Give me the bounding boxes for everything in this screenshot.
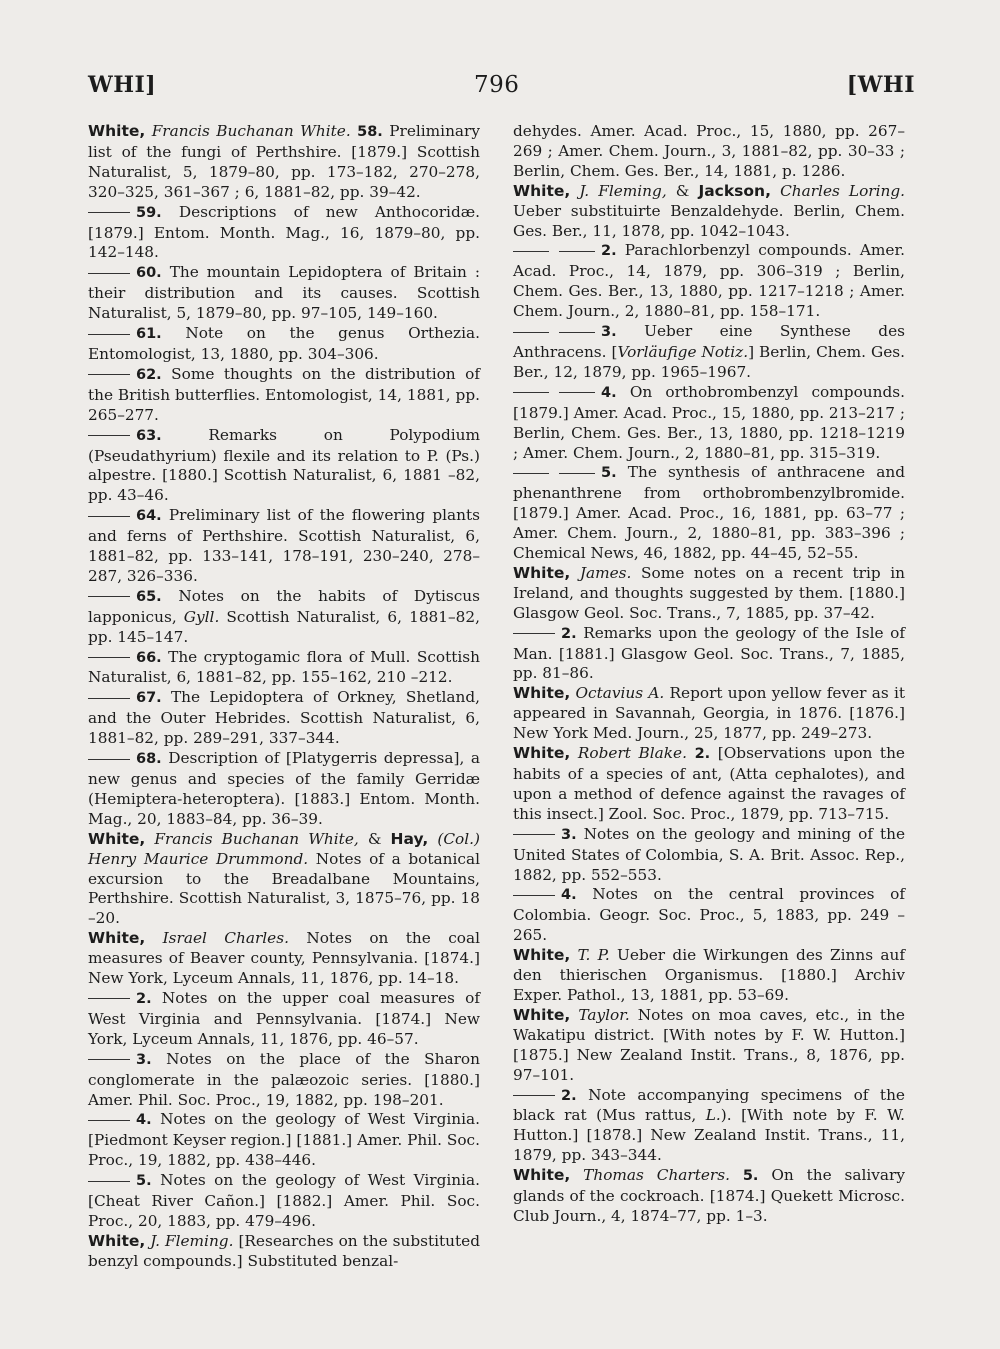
entry-number: 60. [136, 265, 162, 282]
ditto-dash [88, 435, 130, 436]
bibliography-entry [88, 688, 480, 749]
entry-number: 68. [136, 751, 162, 768]
coauthor-name: Hay, [390, 829, 429, 848]
ditto-dash [88, 596, 130, 597]
ditto-dash [88, 212, 130, 213]
ditto-dash [88, 1120, 130, 1121]
header-left: WHI] [88, 72, 157, 98]
entry-text: Descriptions of new Anthocoridæ. [1879.] Entom. Month. Mag., 16, 1879–80, pp. 142–148. [88, 202, 480, 262]
entry-text: Parachlorbenzyl compounds. Amer. Acad. Proc., 14, 1879, pp. 306–319 ; Berlin, Chem. Ges. Ber., 13, 1880, pp. 1217–1218 ; Amer. Chem. Journ., 2, 1880–81, pp. 158–171. [513, 241, 905, 321]
entry-text: On the salivary glands of the cockroach. [1874.] Quekett Microsc. Club Journ., 4, 1874–77, pp. 1–3. [513, 1166, 905, 1225]
coauthor-given-name: (Col.) Henry Maurice Drummond. [88, 829, 480, 868]
author-name: White, [88, 829, 146, 848]
author-name: White, [513, 1005, 571, 1024]
ditto-dash [88, 998, 130, 999]
entry-text: The cryptogamic flora of Mull. Scottish Naturalist, 6, 1881–82, pp. 155–162, 210 –212. [88, 647, 480, 687]
entry-number: 3. [136, 1051, 152, 1068]
bibliography-entry [88, 749, 480, 830]
ditto-dash [88, 374, 130, 375]
entry-text: Notes of a botanical excursion to the Breadalbane Mountains, Perthshire. Scottish Naturalist, 3, 1875–76, pp. 18 –20. [88, 849, 480, 928]
entry-text: ). [With note by F. W. Hutton.] [1878.] New Zealand Instit. Trans., 11, 1879, pp. 343–344. [513, 1106, 905, 1165]
author-name: White, [88, 929, 146, 948]
bibliography-entry [88, 1110, 480, 1171]
bibliography-entry [88, 1171, 480, 1232]
bibliography-entry [513, 182, 905, 242]
bibliography-entry [88, 648, 480, 689]
author-given-name: Francis Buchanan White. [151, 122, 351, 140]
entry-text: Ueber substituirte Benzaldehyde. Berlin, Chem. Ges. Ber., 11, 1878, pp. 1042–1043. [513, 201, 905, 240]
bibliography-entry [88, 426, 480, 507]
entry-text: Remarks on Polypodium (Pseudathyrium) flexile and its relation to P. (Ps.) alpestre. [1880.] Scottish Naturalist, 6, 1881 –82, pp. 43–46. [88, 425, 480, 505]
ampersand: & [666, 181, 699, 200]
entry-text: Note accompanying specimens of the black rat (Mus rattus, [513, 1085, 905, 1125]
bibliography-entry [513, 322, 905, 383]
author-given-name: J. Fleming, [579, 181, 667, 200]
bibliography-entry [88, 506, 480, 587]
entry-text: Notes on the geology and mining of the United States of Colombia, S. A. Brit. Assoc. Rep., 1882, pp. 552–553. [513, 824, 905, 884]
entry-number: 2. [561, 1087, 577, 1104]
bibliography-entry [88, 365, 480, 426]
entry-number: 58. [357, 124, 383, 140]
entry-text: Notes on the place of the Sharon conglomerate in the palæozoic series. [1880.] Amer. Phil. Soc. Proc., 19, 1882, pp. 198–201. [88, 1049, 480, 1109]
entry-text: Ueber die Wirkungen des Zinns auf den thierischen Organismus. [1880.] Archiv Exper. Pathol., 13, 1881, pp. 53–69. [513, 946, 905, 1004]
author-name: White, [88, 122, 146, 140]
entry-number: 2. [694, 746, 711, 763]
entry-text: Ueber eine Synthese des Anthracens. [ [513, 322, 905, 361]
author-name: White, [513, 744, 571, 763]
entry-text: Preliminary list of the fungi of Perthshire. [1879.] Scottish Naturalist, 5, 1879–80, pp. 173–182, 270–278, 320–325, 361–367 ; 6, 1881–82, pp. 39–42. [88, 122, 480, 201]
entry-number: 66. [136, 649, 162, 666]
bibliography-entry [88, 203, 480, 264]
bibliography-entry [88, 324, 480, 365]
coauthor-given-name: Charles Loring. [780, 181, 905, 200]
entry-number: 2. [561, 625, 577, 642]
author-name: White, [513, 684, 571, 703]
entry-number: 63. [136, 427, 162, 444]
bibliography-entry [513, 624, 905, 685]
bibliography-entry [513, 463, 905, 564]
bibliography-entry [513, 1086, 905, 1167]
bibliography-entry [513, 564, 905, 624]
author-given-name: Robert Blake. [577, 744, 687, 763]
ditto-dash [88, 1059, 130, 1060]
ditto-dash [88, 334, 130, 335]
ditto-dash [513, 473, 549, 474]
entry-number: 61. [136, 326, 162, 343]
author-given-name: Israel Charles. [162, 929, 289, 948]
ditto-dash [559, 251, 595, 252]
bibliography-entry [513, 885, 905, 946]
entry-text: Some thoughts on the distribution of the British butterflies. Entomologist, 14, 1881, pp. 265–277. [88, 364, 480, 424]
entry-text: Notes on the geology of West Virginia. [Piedmont Keyser region.] [1881.] Amer. Phil. Soc. Proc., 19, 1882, pp. 438–446. [88, 1110, 480, 1170]
author-name: White, [513, 1166, 571, 1185]
entry-text: [Observations upon the habits of a species of ant, (Atta cephalotes), and upon a method of defence against the ravages of this insect.] Zool. Soc. Proc., 1879, pp. 713–715. [513, 744, 905, 823]
entry-text: On orthobrombenzyl compounds. [1879.] Amer. Acad. Proc., 15, 1880, pp. 213–217 ; Berlin, Chem. Ges. Ber., 13, 1880, pp. 1218–1219 ; Amer. Chem. Journ., 2, 1880–81, pp. 315–319. [513, 382, 905, 462]
bibliography-entry [88, 1232, 480, 1272]
entry-number: 4. [561, 887, 577, 904]
entry-text: Some notes on a recent trip in Ireland, and thoughts suggested by them. [1880.] Glasgow Geol. Soc. Trans., 7, 1885, pp. 37–42. [513, 563, 905, 622]
ditto-dash [513, 1095, 555, 1096]
entry-text: Remarks upon the geology of the Isle of Man. [1881.] Glasgow Geol. Soc. Trans., 7, 1885, pp. 81–86. [513, 623, 905, 683]
ampersand: & [358, 829, 391, 848]
bibliography-entry [88, 989, 480, 1050]
entry-text: Notes on the upper coal measures of West Virginia and Pennsylvania. [1874.] New York, Lyceum Annals, 11, 1876, pp. 46–57. [88, 988, 480, 1048]
bibliography-entry [88, 122, 480, 203]
ditto-dash [513, 633, 555, 634]
entry-text: Preliminary list of the flowering plants and ferns of Perthshire. Scottish Naturalist, 6, 1881–82, pp. 133–141, 178–191, 230–240, 278–287, 326–336. [88, 506, 480, 585]
author-name: White, [513, 946, 571, 965]
ditto-dash [88, 759, 130, 760]
entry-text: [Researches on the substituted benzyl compounds.] Substituted benzal- [88, 1231, 480, 1270]
author-given-name: T. P. [577, 946, 610, 965]
entry-number: 4. [601, 384, 617, 401]
author-given-name: Thomas Charters. [583, 1166, 730, 1185]
entry-text: Notes on moa caves, etc., in the Wakatipu district. [With notes by F. W. Hutton.] [1875.] New Zealand Instit. Trans., 8, 1876, pp. 97–101. [513, 1005, 905, 1084]
entry-number: 65. [136, 588, 162, 605]
bibliography-entry [88, 830, 480, 930]
header-right: [WHI [846, 72, 915, 98]
page-number: 796 [474, 72, 520, 98]
bibliography-entry [88, 263, 480, 324]
entry-number: 2. [601, 243, 617, 260]
ditto-dash [559, 473, 595, 474]
author-given-name: James. [579, 563, 632, 582]
bibliography-entry [513, 1006, 905, 1086]
entry-number: 5. [742, 1168, 759, 1185]
entry-text: Notes on the coal measures of Beaver county, Pennsylvania. [1874.] New York, Lyceum Annals, 11, 1876, pp. 14–18. [88, 929, 480, 988]
entry-text: Notes on the habits of Dytiscus lapponicus, [88, 586, 480, 626]
ditto-dash [88, 516, 130, 517]
entry-text-italic: Gyll. [183, 607, 220, 626]
coauthor-name: Jackson, [698, 181, 771, 200]
ditto-dash [513, 392, 549, 393]
entry-text: Description of [Platygerris depressa], a new genus and species of the family Gerridæ (Hemiptera-heteroptera). [1883.] Entom. Month. Mag., 20, 1883–84, pp. 36–39. [88, 749, 480, 828]
entry-text: Note on the genus Orthezia. Entomologist, 13, 1880, pp. 304–306. [88, 324, 480, 363]
entry-number: 67. [136, 690, 162, 707]
bibliography-entry [88, 587, 480, 648]
ditto-dash [88, 698, 130, 699]
entry-text: ] Berlin, Chem. Ges. Ber., 12, 1879, pp. 1965–1967. [513, 342, 905, 381]
ditto-dash [513, 834, 555, 835]
author-name: White, [88, 1231, 146, 1250]
entry-number: 2. [136, 990, 152, 1007]
author-given-name: Francis Buchanan White, [154, 829, 359, 848]
ditto-dash [88, 1181, 130, 1182]
entry-number: 62. [136, 366, 162, 383]
bibliography-entry [513, 383, 905, 464]
bibliography-entry [513, 122, 905, 182]
author-name: White, [513, 563, 571, 582]
author-given-name: Octavius A. [575, 684, 665, 703]
ditto-dash [513, 895, 555, 896]
entry-text-italic: L. [705, 1106, 721, 1125]
ditto-dash [513, 251, 549, 252]
entry-number: 64. [136, 508, 162, 525]
entry-text: The Lepidoptera of Orkney, Shetland, and the Outer Hebrides. Scottish Naturalist, 6, 1881–82, pp. 289–291, 337–344. [88, 688, 480, 748]
ditto-dash [88, 273, 130, 274]
entry-number: 3. [601, 324, 617, 341]
entry-text: Notes on the central provinces of Colombia. Geogr. Soc. Proc., 5, 1883, pp. 249 –265. [513, 885, 905, 945]
entry-text: Report upon yellow fever as it appeared in Savannah, Georgia, in 1876. [1876.] New York Med. Journ., 25, 1877, pp. 249–273. [513, 684, 905, 743]
entry-text: The mountain Lepidoptera of Britain : their distribution and its causes. Scottish Naturalist, 5, 1879–80, pp. 97–105, 149–160. [88, 263, 480, 323]
bibliography-entry [513, 1166, 905, 1227]
entry-text: The synthesis of anthracene and phenanthrene from orthobrombenzylbromide. [1879.] Amer. Acad. Proc., 16, 1881, pp. 63–77 ; Amer. Chem. Journ., 2, 1880–81, pp. 383–396 ; Chemical News, 46, 1882, pp. 44–45, 52–55. [513, 463, 905, 563]
bibliography-entry [513, 946, 905, 1006]
entry-number: 5. [601, 465, 617, 482]
entry-text: Notes on the geology of West Virginia. [Cheat River Cañon.] [1882.] Amer. Phil. Soc. Proc., 20, 1883, pp. 479–496. [88, 1171, 480, 1230]
ditto-dash [88, 657, 130, 658]
bibliography-entry [513, 825, 905, 886]
bibliography-entry [513, 684, 905, 744]
ditto-dash [559, 392, 595, 393]
bibliography-entry [513, 744, 905, 825]
entry-number: 59. [136, 204, 162, 221]
left-column [88, 122, 480, 1272]
bibliography-entry [88, 929, 480, 989]
ditto-dash [513, 332, 549, 333]
entry-text: Scottish Naturalist, 6, 1881–82, pp. 145–147. [88, 607, 480, 646]
bibliography-entry [513, 241, 905, 322]
author-given-name: J. Fleming. [150, 1231, 234, 1250]
entry-number: 4. [136, 1112, 152, 1129]
entry-number: 5. [136, 1173, 152, 1190]
bibliography-entry [88, 1050, 480, 1111]
author-name: White, [513, 181, 571, 200]
right-column [513, 122, 905, 1227]
ditto-dash [559, 332, 595, 333]
entry-text-italic: Vorläufige Notiz. [617, 342, 749, 361]
entry-number: 3. [561, 826, 577, 843]
author-given-name: Taylor. [578, 1005, 630, 1024]
entry-text: dehydes. Amer. Acad. Proc., 15, 1880, pp. 267–269 ; Amer. Chem. Journ., 3, 1881–82, pp. 30–33 ; Berlin, Chem. Ges. Ber., 14, 1881, p. 1286. [513, 122, 905, 180]
